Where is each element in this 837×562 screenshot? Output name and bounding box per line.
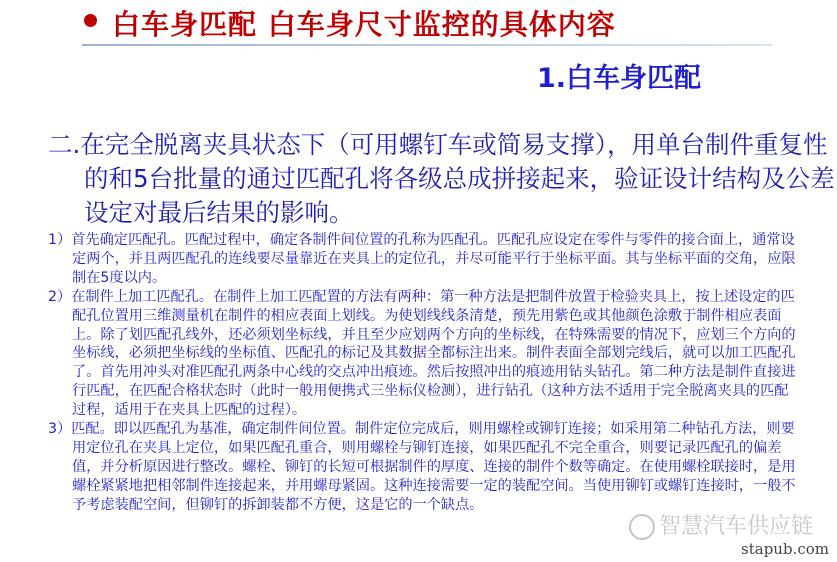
paragraph-text: 首先确定匹配孔。匹配过程中，确定各制件间位置的孔称为匹配孔。匹配孔应设定在零件与零件的接合面上，通常设定两个，并且两匹配孔的连线要尽量靠近在夹具上的定位孔，并尽可能平行于坐标平面。其与坐标平面的交角，应限制在5度以内。 — [71, 232, 796, 286]
bullet-icon — [84, 14, 97, 27]
wechat-icon — [629, 514, 655, 540]
paragraph-number: 3） — [48, 421, 72, 438]
paragraph-text: 匹配。即以匹配孔为基准，确定制件间位置。制件定位完成后，则用螺栓或铆钉连接；如采用第二种钻孔方法，则要用定位孔在夹具上定位，如果匹配孔重合，则用螺栓与铆钉连接，如果匹配孔不完全重合，则要记录匹配孔的偏差值，并分析原因进行整改。螺栓、铆钉的长短可根据制件的厚度、连接的制件个数等确定。在使用螺栓联接时，是用螺栓紧紧地把相邻制件连接起来，并用螺母紧固。这种连接需要一定的装配空间。当使用铆钉或螺钉连接时，一般不予考虑装配空间，但铆钉的拆卸装都不方便，这是它的一个缺点。 — [71, 421, 796, 513]
watermark — [629, 509, 813, 540]
header-divider — [82, 44, 772, 46]
paragraph-number: 2） — [48, 288, 72, 305]
paragraph-text: 在制件上加工匹配孔。在制件上加工匹配置的方法有两种：第一种方法是把制件放置于检验夹具上，按上述设定的匹配孔位置用三维测量机在制件的相应表面上划线。为使划线线条清楚，预先用紫色或其他颜色涂敷于制件相应表面上。除了划匹配孔线外，还必须划坐标线，并且至少应划两个方向的坐标线，在特殊需要的情况下，应划三个方向的坐标线，必须把坐标线的坐标值、匹配孔的标记及其数据全都标注出来。制件表面全部划完线后，就可以加工匹配孔了。首先用冲头对准匹配孔两条中心线的交点冲出痕迹。然后按照冲出的痕迹用钻头钻孔。第二种方法是制件直接进行匹配，在匹配合格状态时（此时一般用便携式三坐标仪检测），进行钻孔（这种方法不适用于完全脱离夹具的匹配过程，适用于在夹具上匹配的过程）。 — [71, 288, 796, 419]
body-content — [48, 231, 800, 515]
paragraph-2 — [48, 288, 800, 420]
paragraph-3 — [48, 420, 800, 515]
section-subtitle: 1.白车身匹配 — [537, 63, 702, 94]
page-title: 白车身匹配 白车身尺寸监控的具体内容 — [112, 8, 616, 41]
paragraph-number: 1） — [48, 232, 72, 248]
watermark-text: 智慧汽车供应链 — [658, 514, 813, 539]
paragraph-1 — [48, 231, 800, 288]
intro-text: 二.在完全脱离夹具状态下（可用螺钉车或简易支撑），用单台制件重复性的和5台批量的通过匹配孔将各级总成拼接起来，验证设计结构及公差设定对最后结果的影响。 — [48, 130, 835, 227]
site-url: stapub.com — [741, 540, 829, 558]
slide-header — [0, 0, 837, 46]
